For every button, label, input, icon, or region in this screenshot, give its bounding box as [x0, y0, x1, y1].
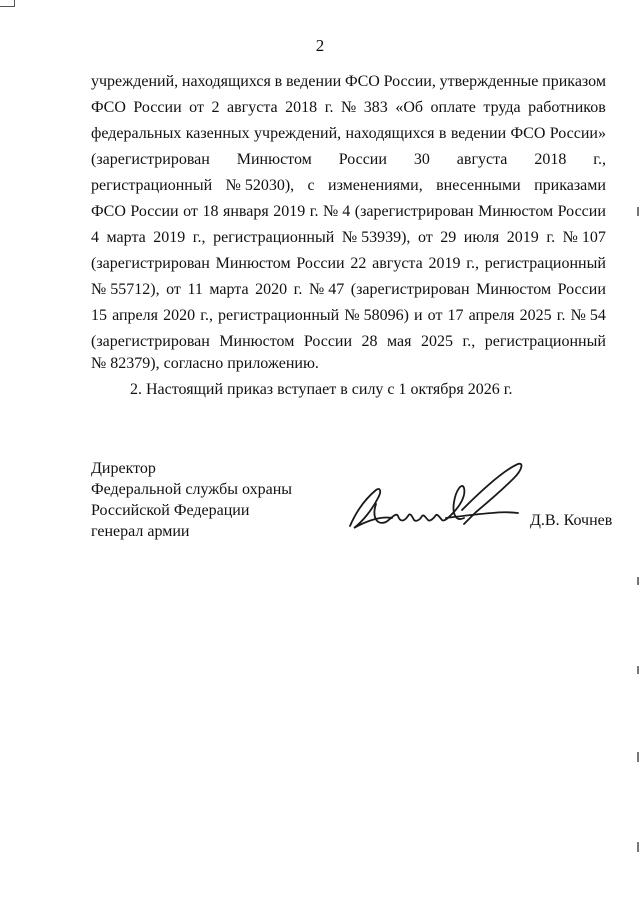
body-word: 4: [91, 229, 99, 246]
signatory-name: Д.В. Кочнев: [530, 512, 613, 529]
body-line: [91, 149, 606, 171]
body-word: г.: [546, 229, 556, 246]
body-word: г.,: [200, 307, 213, 324]
body-word: № 47: [308, 281, 345, 298]
body-word: 2019: [506, 229, 539, 246]
body-word: приказом: [542, 73, 606, 90]
body-word: № 54: [570, 307, 606, 324]
body-word: Минюстом: [478, 203, 554, 220]
body-word: в: [438, 125, 447, 142]
scan-edge-mark: [637, 207, 639, 216]
body-word: ФСО: [344, 73, 380, 90]
body-word: 2018: [285, 99, 318, 116]
body-word: регистрационный: [218, 307, 340, 324]
body-line-last: [91, 353, 606, 375]
body-word: 2020: [255, 281, 288, 298]
body-word: России»: [549, 125, 606, 142]
body-word: России: [130, 203, 179, 220]
body-word: августа: [372, 255, 423, 272]
page-number: 2: [315, 36, 325, 55]
body-word: г.,: [462, 333, 476, 350]
body-word: России: [557, 281, 606, 298]
body-word: 2020: [163, 307, 196, 324]
body-word: № 52030),: [225, 177, 295, 194]
body-word: 29: [440, 229, 457, 246]
body-word: 18: [202, 203, 219, 220]
body-word: ФСО: [510, 125, 546, 142]
body-line: [91, 279, 606, 301]
body-word: регистрационный: [484, 255, 606, 272]
body-word: августа: [227, 99, 278, 116]
body-word: марта: [209, 281, 249, 298]
body-word: и: [414, 307, 423, 324]
body-word: № 58096): [344, 307, 409, 324]
body-line: [91, 305, 606, 327]
body-word: № 55712),: [91, 281, 160, 298]
body-word: 2019: [153, 229, 186, 246]
body-word: 2019: [428, 255, 461, 272]
body-word: г.: [556, 307, 566, 324]
body-word: учреждений,: [254, 125, 342, 142]
body-word: России: [338, 151, 387, 168]
body-word: внесенными: [436, 177, 521, 194]
body-word: (зарегистрирован: [91, 333, 210, 350]
body-word: №: [340, 99, 357, 116]
body-word: регистрационный: [213, 229, 335, 246]
body-word: г.,: [593, 151, 606, 168]
body-word: № 4: [323, 203, 351, 220]
body-line: [91, 201, 606, 223]
body-word: России: [557, 203, 606, 220]
body-word: находящихся: [345, 125, 435, 142]
body-word: ведении: [450, 125, 507, 142]
body-word: с: [307, 177, 315, 194]
body-word: работников: [528, 99, 606, 116]
body-word: ФСО: [91, 203, 126, 220]
body-word: ведении: [285, 73, 342, 90]
body-word: «Об: [395, 99, 424, 116]
body-word: утвержденные: [439, 73, 539, 90]
body-word: г.: [293, 281, 303, 298]
signatory-title-line: Российской Федерации: [91, 502, 250, 519]
body-word: 2025: [421, 333, 453, 350]
body-word: в: [274, 73, 283, 90]
body-word: 2018: [534, 151, 567, 168]
body-word: апреля: [112, 307, 158, 324]
body-word: марта: [106, 229, 146, 246]
body-line: [91, 97, 606, 119]
body-line: [91, 227, 606, 249]
body-word: 11: [187, 281, 203, 298]
body-word: оплате: [430, 99, 476, 116]
signatory-title-line: генерал армии: [91, 523, 190, 540]
body-word: находящихся: [181, 73, 271, 90]
body-word: (зарегистрирован: [91, 255, 210, 272]
body-word: № 53939),: [341, 229, 411, 246]
scan-edge-mark: [637, 842, 639, 852]
body-line-last-text: № 82379), согласно приложению.: [91, 355, 319, 372]
body-line: [91, 71, 606, 93]
body-line: [91, 253, 606, 275]
body-word: России,: [383, 73, 436, 90]
body-word: 2025: [519, 307, 552, 324]
handwritten-signature: [342, 460, 532, 540]
body-word: от: [166, 281, 181, 298]
body-word: регистрационный: [91, 177, 213, 194]
body-word: 2019: [273, 203, 306, 220]
scan-edge-mark: [637, 752, 639, 762]
item-2-paragraph: [130, 379, 606, 401]
body-word: (зарегистрирован: [91, 151, 210, 168]
body-word: Минюстом: [476, 281, 552, 298]
body-word: ФСО: [91, 99, 126, 116]
body-word: казенных: [185, 125, 250, 142]
body-word: (зарегистрирован: [350, 281, 470, 298]
body-line: [91, 123, 606, 145]
body-word: Минюстом: [215, 255, 291, 272]
body-word: от: [183, 203, 198, 220]
body-word: изменениями,: [328, 177, 423, 194]
body-line: [91, 175, 606, 197]
scan-edge-mark: [637, 577, 639, 585]
body-word: августа: [456, 151, 508, 168]
body-line: [91, 331, 606, 353]
scan-edge-mark: [637, 666, 639, 674]
body-word: 30: [413, 151, 430, 168]
body-word: 2: [211, 99, 220, 116]
body-word: 15: [91, 307, 107, 324]
corner-mark: [0, 6, 15, 7]
body-word: от: [189, 99, 204, 116]
body-word: учреждений,: [91, 73, 179, 90]
body-word: Минюстом: [219, 333, 295, 350]
body-word: регистрационный: [484, 333, 606, 350]
body-word: (зарегистрирован: [354, 203, 474, 220]
body-word: 28: [361, 333, 378, 350]
body-word: 383: [363, 99, 388, 116]
body-word: приказами: [534, 177, 606, 194]
body-word: России: [296, 255, 345, 272]
body-word: от: [427, 307, 443, 324]
body-word: мая: [387, 333, 412, 350]
body-word: 17: [447, 307, 464, 324]
corner-mark-vertical: [14, 0, 15, 7]
body-word: г.,: [192, 229, 206, 246]
body-word: г.,: [466, 255, 479, 272]
signatory-title-line: Директор: [91, 460, 156, 477]
body-word: июля: [463, 229, 500, 246]
body-word: г.: [309, 203, 319, 220]
body-word: Минюстом: [236, 151, 312, 168]
body-word: России: [133, 99, 182, 116]
body-word: января: [222, 203, 269, 220]
item-2-text: 2. Настоящий приказ вступает в силу с 1 октября 2026 г.: [130, 381, 513, 398]
body-word: от: [417, 229, 433, 246]
body-word: апреля: [468, 307, 515, 324]
body-word: России: [303, 333, 353, 350]
body-word: 22: [350, 255, 367, 272]
body-word: федеральных: [91, 125, 182, 142]
body-word: № 107: [562, 229, 606, 246]
body-word: г.: [324, 99, 334, 116]
body-word: труда: [483, 99, 521, 116]
signatory-title: [91, 458, 292, 542]
signatory-title-line: Федеральной службы охраны: [91, 481, 293, 498]
